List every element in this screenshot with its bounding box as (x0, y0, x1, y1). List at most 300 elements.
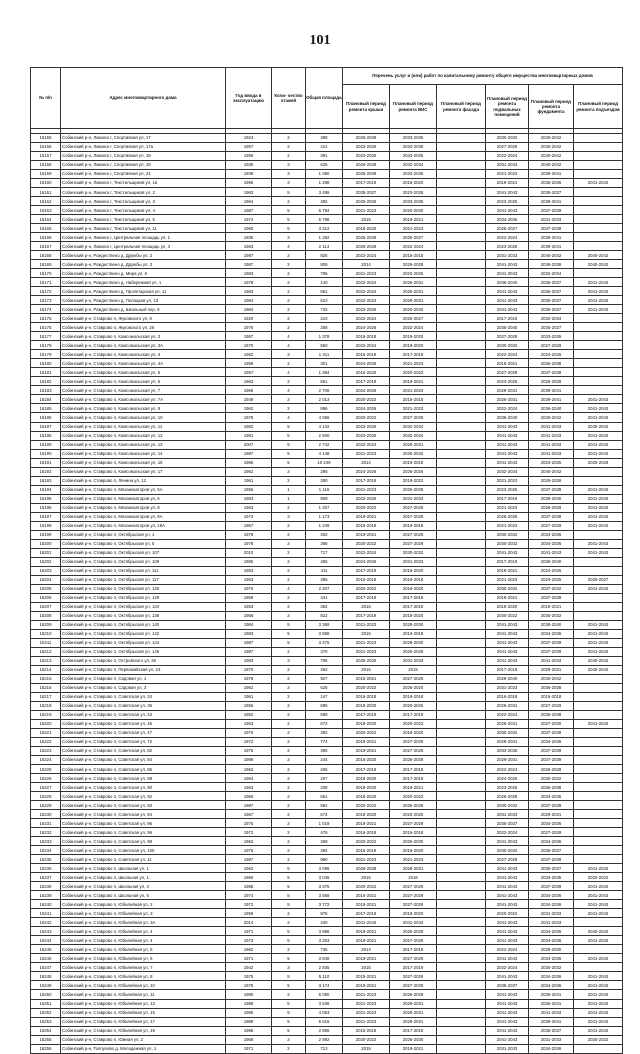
cell-facade (437, 810, 486, 819)
cell-foundation: 2041-2043 (529, 440, 574, 449)
cell-floors: 2 (272, 566, 306, 575)
cell-basement: 2041-2043 (486, 954, 529, 963)
cell-address: Собинский р-н, Ставрово п, Октябрьская ул, 109 (61, 557, 226, 566)
cell-foundation: 2030-2032 (529, 611, 574, 620)
cell-roof: 2020-2022 (343, 683, 390, 692)
cell-basement: 2017-2019 (486, 494, 529, 503)
cell-roof: 2022-2024 (343, 314, 390, 323)
cell-facade (437, 134, 486, 143)
cell-vis: 2026-2031 (390, 278, 437, 287)
cell-address: Собинский р-н, Лакинск г, Спортивная ул, 18 (61, 152, 226, 161)
cell-basement: 2021-2023 (486, 521, 529, 530)
cell-basement: 2036-2040 (486, 413, 529, 422)
cell-area: 394 (306, 846, 343, 855)
cell-area: 980 (306, 855, 343, 864)
cell-facade (437, 593, 486, 602)
cell-foundation: 2037-2032 (529, 584, 574, 593)
cell-roof: 2018-2020 (343, 701, 390, 710)
cell-basement: 2021-2023 (486, 503, 529, 512)
cell-floors: 2 (272, 377, 306, 386)
table-row (31, 593, 623, 602)
cell-facade (437, 692, 486, 701)
table-row (31, 323, 623, 332)
cell-num: 16164 (31, 215, 61, 224)
cell-floors: 5 (272, 972, 306, 981)
cell-basement: 2021-2023 (486, 170, 529, 179)
cell-num: 16208 (31, 611, 61, 620)
cell-area: 796 (306, 269, 343, 278)
cell-vis: 2027-2029 (390, 413, 437, 422)
cell-foundation: 2034-2036 (529, 972, 574, 981)
cell-elevator: 2041-2043 (574, 179, 623, 188)
cell-facade (437, 882, 486, 891)
cell-foundation: 2034-2036 (529, 629, 574, 638)
cell-foundation: 2037-2039 (529, 801, 574, 810)
cell-elevator (574, 846, 623, 855)
cell-area: 689 (306, 711, 343, 720)
cell-roof: 2016-2018 (343, 1026, 390, 1035)
cell-basement: 2020-2022 (486, 909, 529, 918)
cell-elevator: 2041-2043 (574, 404, 623, 413)
cell-address: Собинский р-н, Ставрово п, Октябрьская ул, 144 (61, 638, 226, 647)
cell-facade (437, 738, 486, 747)
cell-foundation: 2023-2025 (529, 458, 574, 467)
capital-repair-table (30, 67, 623, 1054)
table-row (31, 494, 623, 503)
cell-year: 1978 (226, 674, 272, 683)
cell-floors: 5 (272, 188, 306, 197)
cell-elevator: 2041-2043 (574, 503, 623, 512)
cell-foundation: 2041-2043 (529, 918, 574, 927)
cell-basement: 2030-2032 (486, 584, 529, 593)
cell-facade (437, 584, 486, 593)
cell-floors: 2 (272, 1035, 306, 1044)
cell-roof: 2021-2023 (343, 620, 390, 629)
table-row (31, 539, 623, 548)
table-row (31, 837, 623, 846)
cell-floors: 5 (272, 458, 306, 467)
cell-foundation: 2016-2018 (529, 692, 574, 701)
cell-foundation: 2040-2042 (529, 674, 574, 683)
cell-num: 16166 (31, 233, 61, 242)
table-row (31, 251, 623, 260)
cell-area: 927 (306, 674, 343, 683)
cell-num: 16218 (31, 701, 61, 710)
cell-num: 16220 (31, 720, 61, 729)
cell-elevator: 2041-2043 (574, 449, 623, 458)
cell-vis: 2026-2030 (390, 837, 437, 846)
cell-vis: 2027-2029 (390, 674, 437, 683)
cell-area: 4 063 (306, 1008, 343, 1017)
cell-foundation: 2039-2041 (529, 170, 574, 179)
table-row (31, 999, 623, 1008)
cell-roof: 2022-2024 (343, 341, 390, 350)
cell-elevator: 2040-2042 (574, 656, 623, 665)
cell-num: 16209 (31, 620, 61, 629)
cell-roof: 2014 (343, 458, 390, 467)
cell-foundation: 2035-2037 (529, 296, 574, 305)
cell-year: 1983 (226, 629, 272, 638)
table-row (31, 215, 623, 224)
cell-year: 1953 (226, 575, 272, 584)
cell-floors: 2 (272, 765, 306, 774)
cell-area: 862 (306, 801, 343, 810)
cell-foundation: 2037-2039 (529, 756, 574, 765)
cell-floors: 1 (272, 494, 306, 503)
cell-floors: 2 (272, 323, 306, 332)
cell-elevator (574, 341, 623, 350)
cell-area: 456 (306, 557, 343, 566)
cell-foundation: 2026-2028 (529, 765, 574, 774)
cell-facade (437, 864, 486, 873)
cell-year: 1985 (226, 1008, 272, 1017)
cell-elevator: 2041-2043 (574, 990, 623, 999)
cell-num: 16247 (31, 963, 61, 972)
cell-vis: 2027-2029 (390, 891, 437, 900)
cell-address: Собинский р-н, Рождествено д, Полоцкая ул, 13 (61, 296, 226, 305)
cell-basement: 2041-2043 (486, 873, 529, 882)
cell-roof: 2023-2025 (343, 422, 390, 431)
cell-elevator: 2041-2043 (574, 882, 623, 891)
cell-facade (437, 1008, 486, 1017)
cell-vis: 2028-2030 (390, 638, 437, 647)
cell-num: 16173 (31, 296, 61, 305)
cell-area: 2 600 (306, 431, 343, 440)
table-row (31, 206, 623, 215)
cell-foundation: 2040-2042 (529, 251, 574, 260)
cell-facade (437, 539, 486, 548)
cell-area: 207 (306, 774, 343, 783)
cell-address: Собинский р-н, Ставрово п, Советская ул, 98 (61, 837, 226, 846)
cell-year: 1920 (226, 314, 272, 323)
cell-address: Собинский р-н, Рождествено д, Дружбы ул, 3 (61, 260, 226, 269)
cell-year: 1987 (226, 801, 272, 810)
cell-basement: 2041-2043 (486, 656, 529, 665)
cell-roof: 2026-2028 (343, 170, 390, 179)
cell-area: 430 (306, 918, 343, 927)
cell-vis: 2026-2026 (390, 467, 437, 476)
cell-foundation: 2035-2037 (529, 287, 574, 296)
cell-floors: 2 (272, 665, 306, 674)
cell-num: 16194 (31, 485, 61, 494)
cell-vis: 2017-2019 (390, 602, 437, 611)
cell-roof: 2019-2021 (343, 512, 390, 521)
cell-facade (437, 837, 486, 846)
cell-foundation: 2027-2029 (529, 341, 574, 350)
cell-year: 1987 (226, 251, 272, 260)
cell-basement: 2041-2043 (486, 305, 529, 314)
cell-facade (437, 963, 486, 972)
table-row (31, 882, 623, 891)
cell-foundation: 2035-2038 (529, 711, 574, 720)
table-row (31, 1044, 623, 1053)
cell-elevator: 2041-2043 (574, 891, 623, 900)
cell-year: 1962 (226, 837, 272, 846)
header-year: Год ввода в эксплуатацию (226, 68, 272, 129)
cell-foundation: 2034-2036 (529, 981, 574, 990)
cell-vis: 2020-2022 (390, 720, 437, 729)
cell-floors: 5 (272, 1008, 306, 1017)
cell-basement: 2019-2021 (486, 179, 529, 188)
cell-floors: 2 (272, 197, 306, 206)
cell-area: 262 (306, 665, 343, 674)
cell-num: 16229 (31, 801, 61, 810)
table-row (31, 738, 623, 747)
cell-elevator (574, 161, 623, 170)
cell-foundation: 2030-2032 (529, 774, 574, 783)
cell-vis: 2026-2028 (390, 485, 437, 494)
cell-roof: 2018-2020 (343, 810, 390, 819)
cell-roof: 2026-2028 (343, 233, 390, 242)
cell-area: 6 784 (306, 206, 343, 215)
cell-roof: 2015 (343, 602, 390, 611)
cell-num: 16193 (31, 476, 61, 485)
cell-foundation: 2037-2039 (529, 593, 574, 602)
cell-area: 338 (306, 783, 343, 792)
cell-floors: 2 (272, 720, 306, 729)
cell-area: 10 249 (306, 458, 343, 467)
cell-year: 1988 (226, 882, 272, 891)
cell-facade (437, 647, 486, 656)
cell-num: 16179 (31, 350, 61, 359)
cell-roof: 2020-2022 (343, 539, 390, 548)
cell-address: Собинский р-н, Ставрово п, Советская ул, 47 (61, 729, 226, 738)
cell-foundation: 2037-2039 (529, 882, 574, 891)
cell-roof: 2018-2020 (343, 792, 390, 801)
cell-num: 16189 (31, 440, 61, 449)
cell-floors: 2 (272, 305, 306, 314)
cell-area: 244 (306, 756, 343, 765)
cell-floors: 4 (272, 242, 306, 251)
cell-foundation: 2026-2028 (529, 503, 574, 512)
cell-vis: 2033-2035 (390, 143, 437, 152)
cell-vis: 2023-2025 (390, 269, 437, 278)
cell-foundation: 2037-2039 (529, 206, 574, 215)
cell-vis: 2027-2029 (390, 981, 437, 990)
cell-floors: 5 (272, 620, 306, 629)
cell-basement: 2041-2043 (486, 269, 529, 278)
cell-year: 1957 (226, 368, 272, 377)
cell-facade (437, 873, 486, 882)
cell-facade (437, 386, 486, 395)
cell-facade (437, 665, 486, 674)
cell-area: 735 (306, 945, 343, 954)
cell-basement: 2035-2040 (486, 323, 529, 332)
cell-roof: 2019-2021 (343, 954, 390, 963)
cell-floors: 2 (272, 611, 306, 620)
cell-roof: 2016-2021 (343, 674, 390, 683)
cell-floors: 3 (272, 656, 306, 665)
cell-floors: 2 (272, 602, 306, 611)
cell-elevator (574, 197, 623, 206)
cell-year: 1939 (226, 170, 272, 179)
table-row (31, 720, 623, 729)
cell-elevator (574, 765, 623, 774)
cell-address: Собинский р-н, Ставрово п, Юбилейная ул, 4 (61, 927, 226, 936)
cell-elevator: 2040-2042 (574, 251, 623, 260)
header-floors: Коли- чество этажей (272, 68, 306, 129)
cell-elevator: 2041-2043 (574, 647, 623, 656)
cell-year: 2007 (226, 440, 272, 449)
cell-address: Собинский р-н, Ставрово п, Советская ул, 90 (61, 783, 226, 792)
cell-floors: 2 (272, 503, 306, 512)
table-row (31, 665, 623, 674)
cell-vis: 2027-2029 (390, 882, 437, 891)
cell-year: 1975 (226, 819, 272, 828)
cell-vis: 2020-2030 (390, 206, 437, 215)
cell-roof: 2015 (343, 629, 390, 638)
cell-num: 16248 (31, 972, 61, 981)
cell-address: Собинский р-н, Ставрово п, Юбилейная ул, 8 (61, 972, 226, 981)
cell-num: 16205 (31, 584, 61, 593)
cell-vis: 2026-2028 (390, 801, 437, 810)
table-row (31, 548, 623, 557)
cell-year: 1970 (226, 729, 272, 738)
cell-address: Собинский р-н, Ставрово п, Юбилейная ул, 7 (61, 963, 226, 972)
cell-address: Собинский р-н, Ставрово п, Ленина ул, 12 (61, 476, 226, 485)
cell-basement: 2018-2020 (486, 602, 529, 611)
cell-foundation: 2034-2036 (529, 539, 574, 548)
cell-elevator (574, 332, 623, 341)
cell-facade (437, 801, 486, 810)
cell-num: 16225 (31, 765, 61, 774)
cell-address: Собинский р-н, Ставрово п, Октябрьская ул, 136 (61, 611, 226, 620)
cell-basement: 2041-2043 (486, 918, 529, 927)
cell-elevator: 2041-2043 (574, 900, 623, 909)
cell-elevator (574, 143, 623, 152)
cell-year: 1987 (226, 647, 272, 656)
table-row (31, 918, 623, 927)
cell-year: 1966 (226, 792, 272, 801)
cell-roof: 2022-2024 (343, 440, 390, 449)
cell-roof: 2020-2022 (343, 837, 390, 846)
cell-basement: 2017-2019 (486, 665, 529, 674)
cell-address: Собинский р-н, Ставрово п, Советская ул, 43 (61, 711, 226, 720)
cell-elevator (574, 683, 623, 692)
cell-basement: 2034-2036 (486, 215, 529, 224)
cell-facade (437, 305, 486, 314)
cell-basement: 2041-2043 (486, 458, 529, 467)
cell-roof: 2021-2023 (343, 1008, 390, 1017)
cell-vis: 2029-2031 (390, 440, 437, 449)
cell-elevator (574, 566, 623, 575)
cell-foundation: 2032-2034 (529, 314, 574, 323)
cell-basement: 2031-2033 (486, 161, 529, 170)
cell-address: Собинский р-н, Ставрово п, Комсомольская ул, 16 (61, 458, 226, 467)
cell-address: Собинский р-н, Ставрово п, Октябрьская ул, 142 (61, 629, 226, 638)
cell-facade (437, 260, 486, 269)
cell-vis: 2027-2029 (390, 530, 437, 539)
cell-vis: 2030-2032 (390, 449, 437, 458)
cell-vis: 2026-2030 (390, 1035, 437, 1044)
cell-elevator (574, 945, 623, 954)
cell-foundation: 2024-2026 (529, 350, 574, 359)
cell-floors: 2 (272, 314, 306, 323)
cell-roof: 2021-2023 (343, 999, 390, 1008)
cell-foundation: 2037-2039 (529, 368, 574, 377)
cell-facade (437, 783, 486, 792)
cell-address: Собинский р-н, Ставрово п, Советская ул, 100 (61, 846, 226, 855)
cell-floors: 2 (272, 819, 306, 828)
cell-floors: 2 (272, 296, 306, 305)
cell-vis: 2027-2029 (390, 512, 437, 521)
cell-facade (437, 341, 486, 350)
cell-facade (437, 701, 486, 710)
cell-address: Собинский р-н, Лакинск г, Текстильщиков ул, 4 (61, 206, 226, 215)
cell-foundation: 2041-2043 (529, 656, 574, 665)
cell-area: 1 019 (306, 819, 343, 828)
cell-vis: 2019-2021 (390, 1044, 437, 1053)
cell-vis: 2018-2020 (390, 909, 437, 918)
cell-facade (437, 918, 486, 927)
cell-floors: 2 (272, 557, 306, 566)
cell-roof: 2016-2018 (343, 521, 390, 530)
cell-year: 1989 (226, 999, 272, 1008)
cell-basement: 2041-2043 (486, 287, 529, 296)
cell-num: 16165 (31, 224, 61, 233)
cell-address: Собинский р-н, Ставрово п, Юбилейная ул, 2 (61, 900, 226, 909)
cell-floors: 5 (272, 629, 306, 638)
cell-facade (437, 440, 486, 449)
cell-facade (437, 170, 486, 179)
table-row (31, 674, 623, 683)
cell-year: 1989 (226, 756, 272, 765)
cell-elevator (574, 1044, 623, 1053)
cell-basement: 2019-2021 (486, 566, 529, 575)
cell-basement: 2041-2043 (486, 638, 529, 647)
table-row (31, 395, 623, 404)
header-foundation: Плановый период ремонта фундамента (529, 85, 574, 129)
cell-roof: 2024-2026 (343, 557, 390, 566)
cell-num: 16186 (31, 413, 61, 422)
cell-facade (437, 197, 486, 206)
cell-floors: 2 (272, 855, 306, 864)
cell-area: 5 788 (306, 215, 343, 224)
cell-area: 685 (306, 701, 343, 710)
cell-address: Собинский р-н, Ставрово п, Советская ул, 88 (61, 774, 226, 783)
cell-floors: 2 (272, 530, 306, 539)
cell-basement: 2031-2033 (486, 683, 529, 692)
cell-elevator: 2041-2043 (574, 909, 623, 918)
cell-elevator: 2041-2043 (574, 521, 623, 530)
cell-floors: 2 (272, 593, 306, 602)
cell-address: Собинский р-н, Ставрово п, Школьная ул, 6 (61, 891, 226, 900)
cell-vis: 2019-2018 (390, 458, 437, 467)
cell-basement: 2032-2034 (486, 467, 529, 476)
cell-address: Собинский р-н, Рождествено д, Дружбы ул, 2 (61, 251, 226, 260)
cell-year: 1973 (226, 936, 272, 945)
cell-vis: 2033-2035 (390, 152, 437, 161)
cell-basement: 2030-2032 (486, 729, 529, 738)
cell-basement: 2041-2043 (486, 891, 529, 900)
cell-roof: 2041-2043 (343, 918, 390, 927)
cell-year: 1963 (226, 242, 272, 251)
cell-address: Собинский р-н, Ставрово п, Юбилейная ул, 6 (61, 954, 226, 963)
table-row (31, 729, 623, 738)
cell-year: 1972 (226, 738, 272, 747)
cell-vis: 2041-2043 (390, 918, 437, 927)
cell-foundation: 2035-2037 (529, 278, 574, 287)
cell-area: 3 174 (306, 981, 343, 990)
cell-floors: 2 (272, 548, 306, 557)
cell-year: 1972 (226, 828, 272, 837)
table-row (31, 873, 623, 882)
cell-roof: 2016-2018 (343, 692, 390, 701)
cell-area: 2 892 (306, 1035, 343, 1044)
cell-address: Собинский р-н, Ставрово п, Комсомольская ул, 10 (61, 413, 226, 422)
cell-basement: 2022-2024 (486, 233, 529, 242)
table-row (31, 936, 623, 945)
